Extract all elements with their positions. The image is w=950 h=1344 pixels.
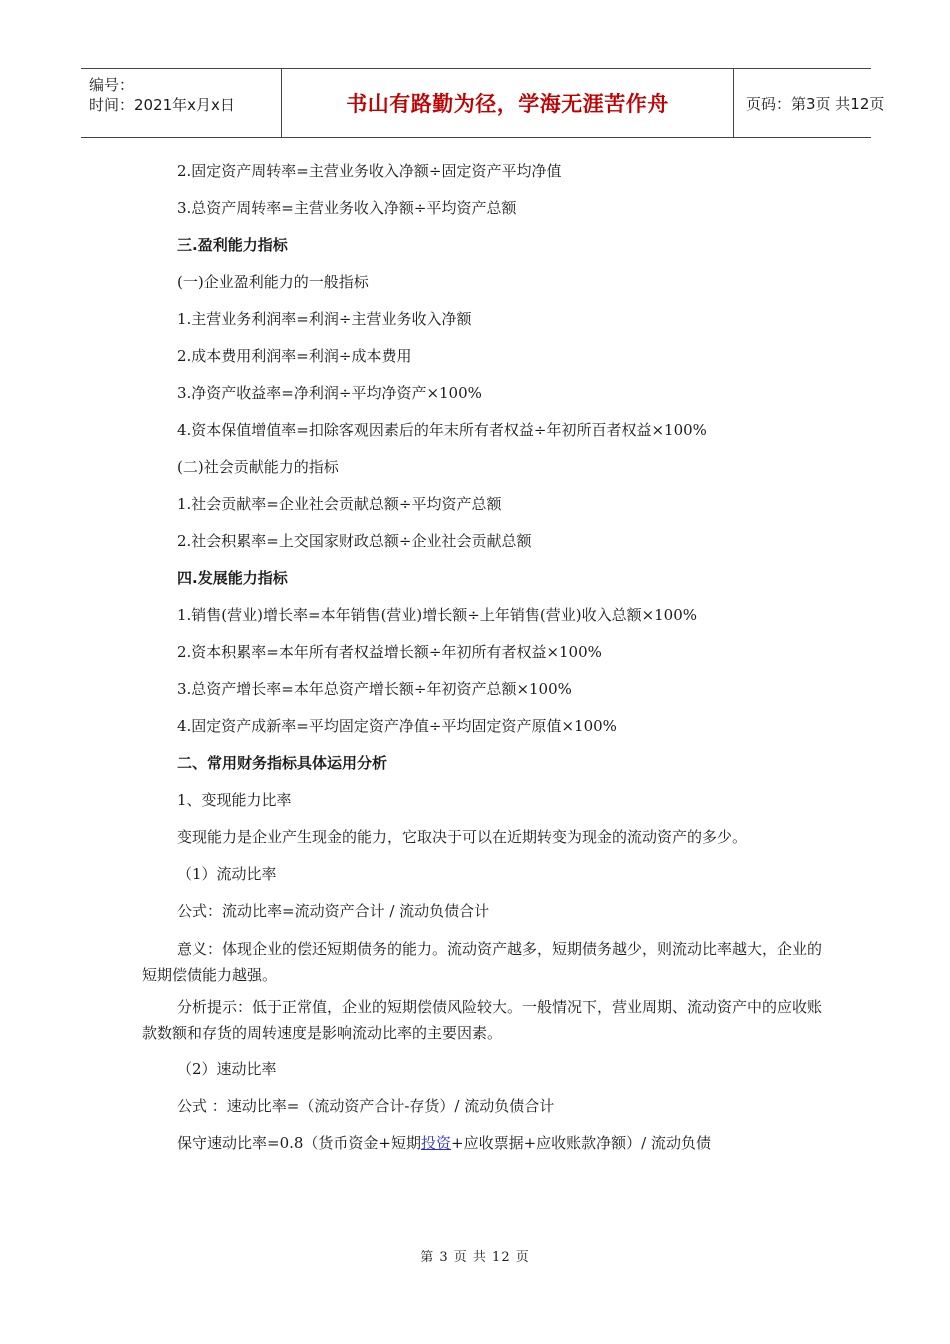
subsection-heading: 1、变现能力比率 xyxy=(177,791,292,809)
section-heading: 三.盈利能力指标 xyxy=(177,236,288,254)
text-line: 3.总资产增长率=本年总资产增长额÷年初资产总额×100% xyxy=(177,680,572,698)
formula-line xyxy=(142,1125,822,1162)
text-line: 2.成本费用利润率=利润÷成本费用 xyxy=(177,347,412,365)
text-line: 3.净资产收益率=净利润÷平均净资产×100% xyxy=(177,384,482,402)
investment-link[interactable]: 投资 xyxy=(421,1134,452,1152)
document-date: 时间：2021年x月x日 xyxy=(89,96,235,114)
text-line: 2.资本积累率=本年所有者权益增长额÷年初所有者权益×100% xyxy=(177,643,602,661)
document-number-label: 编号： xyxy=(89,76,135,94)
text-line: 1.社会贡献率=企业社会贡献总额÷平均资产总额 xyxy=(177,495,502,513)
text-line: 2.社会积累率=上交国家财政总额÷企业社会贡献总额 xyxy=(177,532,532,550)
subsection-heading: (一)企业盈利能力的一般指标 xyxy=(177,273,369,291)
page-footer: 第 3 页 共 12 页 xyxy=(420,1250,530,1265)
header-motto: 书山有路勤为径，学海无涯苦作舟 xyxy=(282,69,734,137)
text-line: 变现能力是企业产生现金的能力，它取决于可以在近期转变为现金的流动资产的多少。 xyxy=(177,828,748,846)
text-line: 2.固定资产周转率=主营业务收入净额÷固定资产平均净值 xyxy=(177,162,562,180)
header-page-info: 页码：第3页 共12页 xyxy=(746,94,885,113)
subsection-heading: （2）速动比率 xyxy=(177,1060,277,1078)
header-left-cell xyxy=(81,69,282,137)
paragraph-analysis: 分析提示：低于正常值，企业的短期偿债风险较大。一般情况下，营业周期、流动资产中的应收账款数额和存货的周转速度是影响流动比率的主要因素。 xyxy=(142,998,823,1042)
formula-text: +应收票据+应收账款净额）/ 流动负债 xyxy=(451,1134,711,1152)
formula-line: 公式 ：速动比率=（流动资产合计-存货）/ 流动负债合计 xyxy=(177,1097,555,1115)
text-line: 4.资本保值增值率=扣除客观因素后的年末所有者权益÷年初所百者权益×100% xyxy=(177,421,707,439)
document-body xyxy=(142,153,822,1162)
page-header xyxy=(81,68,885,138)
section-heading: 二、常用财务指标具体运用分析 xyxy=(177,754,388,772)
subsection-heading: (二)社会贡献能力的指标 xyxy=(177,458,339,476)
text-line: 4.固定资产成新率=平均固定资产净值÷平均固定资产原值×100% xyxy=(177,717,617,735)
text-line: 1.销售(营业)增长率=本年销售(营业)增长额÷上年销售(营业)收入总额×100% xyxy=(177,606,698,624)
text-line: 3.总资产周转率=主营业务收入净额÷平均资产总额 xyxy=(177,199,517,217)
text-line: 1.主营业务利润率=利润÷主营业务收入净额 xyxy=(177,310,472,328)
subsection-heading: （1）流动比率 xyxy=(177,865,277,883)
paragraph-meaning: 意义：体现企业的偿还短期债务的能力。流动资产越多，短期债务越少，则流动比率越大，企业的短期偿债能力越强。 xyxy=(142,940,823,984)
section-heading: 四.发展能力指标 xyxy=(177,569,288,587)
formula-line: 公式：流动比率=流动资产合计 / 流动负债合计 xyxy=(177,902,490,920)
formula-text: 保守速动比率=0.8（货币资金+短期 xyxy=(177,1134,421,1152)
